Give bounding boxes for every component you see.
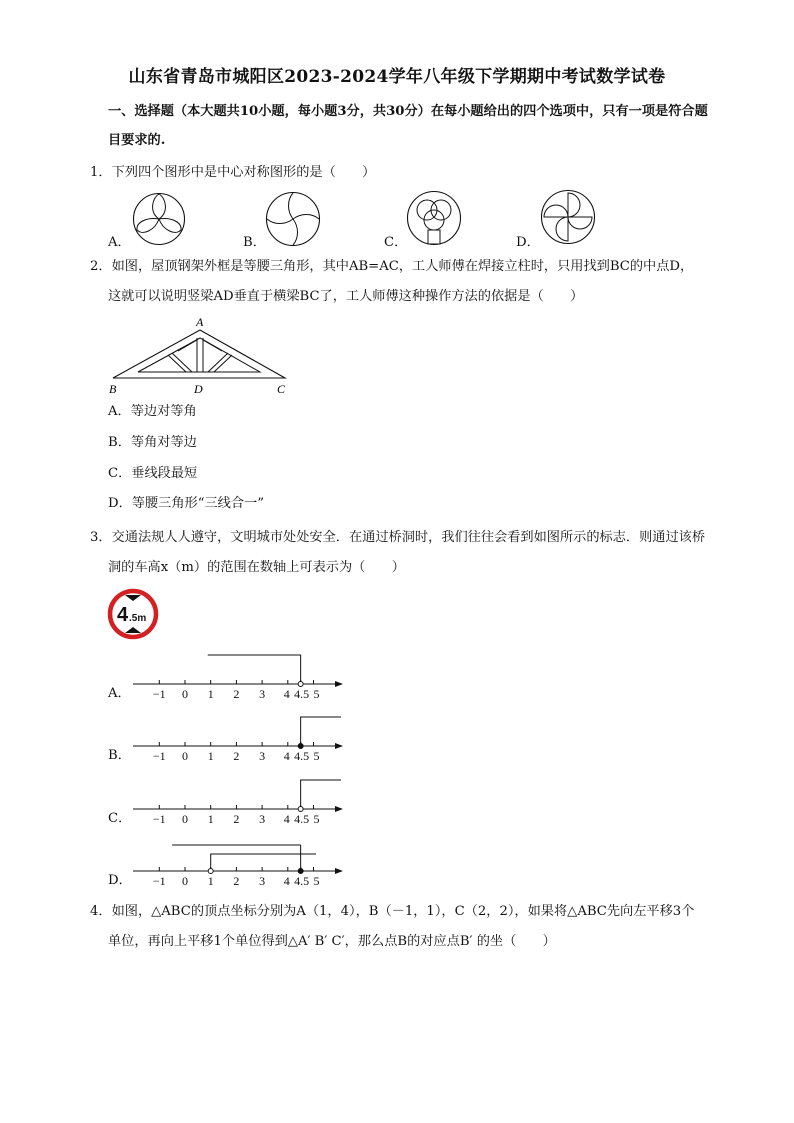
question-3-line2: 洞的车高x（m）的范围在数轴上可表示为（ ）	[108, 560, 405, 575]
question-1-stem: 1．下列四个图形中是中心对称图形的是（ ）	[90, 165, 376, 180]
tick-label: 5	[313, 874, 320, 888]
tick-label: 0	[182, 874, 188, 888]
q1-option-a-label: A．	[108, 235, 131, 250]
question-4-line1: 4．如图，△ABC的顶点坐标分别为A（1，4），B（－1，1），C（2，2），如果将△ABC先向左平移3个	[90, 904, 695, 919]
q1-option-b-label: B．	[243, 235, 266, 250]
tick-label: 2	[233, 874, 240, 888]
tick-label: −1	[152, 874, 166, 888]
tick-label: −1	[152, 687, 166, 701]
tick-label: 1	[207, 687, 214, 701]
q2-option-b: B．等角对等边	[108, 435, 197, 450]
tick-label: 3	[259, 812, 266, 826]
number-line-b	[128, 712, 353, 763]
tick-label: 5	[313, 812, 320, 826]
point-c-label: C	[277, 382, 286, 396]
q3-option-b-label: B．	[108, 748, 131, 763]
point-b-label: B	[109, 382, 117, 396]
tick-label: 1	[207, 812, 214, 826]
tick-label: 3	[259, 687, 266, 701]
tick-label: 1	[207, 874, 214, 888]
q3-option-d-label: D．	[108, 873, 132, 888]
tick-label: 0	[182, 749, 188, 763]
tick-label: 4	[283, 812, 290, 826]
point-d-label: D	[194, 382, 203, 396]
tick-label: 4	[283, 874, 290, 888]
tick-label: 3	[259, 749, 266, 763]
tick-label: 0	[182, 687, 188, 701]
tick-label: 4	[283, 749, 290, 763]
q1-figure-d	[540, 189, 596, 245]
height-limit-sign	[108, 589, 158, 639]
tick-label: 4.5	[294, 749, 310, 763]
q1-figure-c	[406, 190, 462, 246]
q3-option-c-label: C．	[108, 811, 132, 826]
question-2-line1: 2．如图，屋顶钢架外框是等腰三角形，其中AB=AC，工人师傅在焊接立柱时，只用找到BC的中点D，	[90, 259, 694, 274]
sign-number: 4	[117, 604, 129, 626]
tick-label: 2	[233, 687, 240, 701]
tick-label: −1	[152, 812, 166, 826]
point-a-label: A	[196, 315, 204, 329]
q1-figure-a	[132, 192, 186, 246]
tick-label: 1	[207, 749, 214, 763]
q1-figure-b	[265, 191, 321, 247]
number-line-d	[128, 837, 353, 888]
section-heading-cont: 目要求的.	[108, 133, 166, 148]
q2-option-c: C．垂线段最短	[108, 466, 198, 481]
tick-label: 5	[313, 687, 320, 701]
tick-label: 0	[182, 812, 188, 826]
question-4-line2: 单位，再向上平移1个单位得到△A′ B′ C′，那么点B的对应点B′ 的坐（ ）	[108, 934, 556, 949]
number-line-c	[128, 775, 353, 826]
tick-label: 2	[233, 812, 240, 826]
tick-label: −1	[152, 749, 166, 763]
roof-truss-diagram	[108, 313, 298, 398]
question-2-line2: 这就可以说明竖梁AD垂直于横梁BC了，工人师傅这种操作方法的依据是（ ）	[108, 289, 584, 304]
section-heading: 一、选择题（本大题共10小题，每小题3分，共30分）在每小题给出的四个选项中，只有一项是符合题	[108, 104, 708, 119]
q1-option-c-label: C．	[384, 235, 408, 250]
q1-option-d-label: D．	[516, 235, 540, 250]
tick-label: 4.5	[294, 687, 310, 701]
tick-label: 3	[259, 874, 266, 888]
tick-label: 4.5	[294, 812, 310, 826]
q3-option-a-label: A．	[108, 686, 131, 701]
q2-option-a: A．等边对等角	[108, 404, 197, 419]
tick-label: 5	[313, 749, 320, 763]
page-title: 山东省青岛市城阳区2023-2024学年八年级下学期期中考试数学试卷	[128, 67, 666, 87]
number-line-a	[128, 650, 353, 701]
tick-label: 4	[283, 687, 290, 701]
sign-unit: .5m	[129, 613, 147, 624]
q2-option-d: D．等腰三角形“三线合一”	[108, 496, 264, 511]
tick-label: 2	[233, 749, 240, 763]
question-3-line1: 3．交通法规人人遵守，文明城市处处安全．在通过桥洞时，我们往往会看到如图所示的标志．则通过该桥	[90, 530, 706, 545]
tick-label: 4.5	[294, 874, 310, 888]
